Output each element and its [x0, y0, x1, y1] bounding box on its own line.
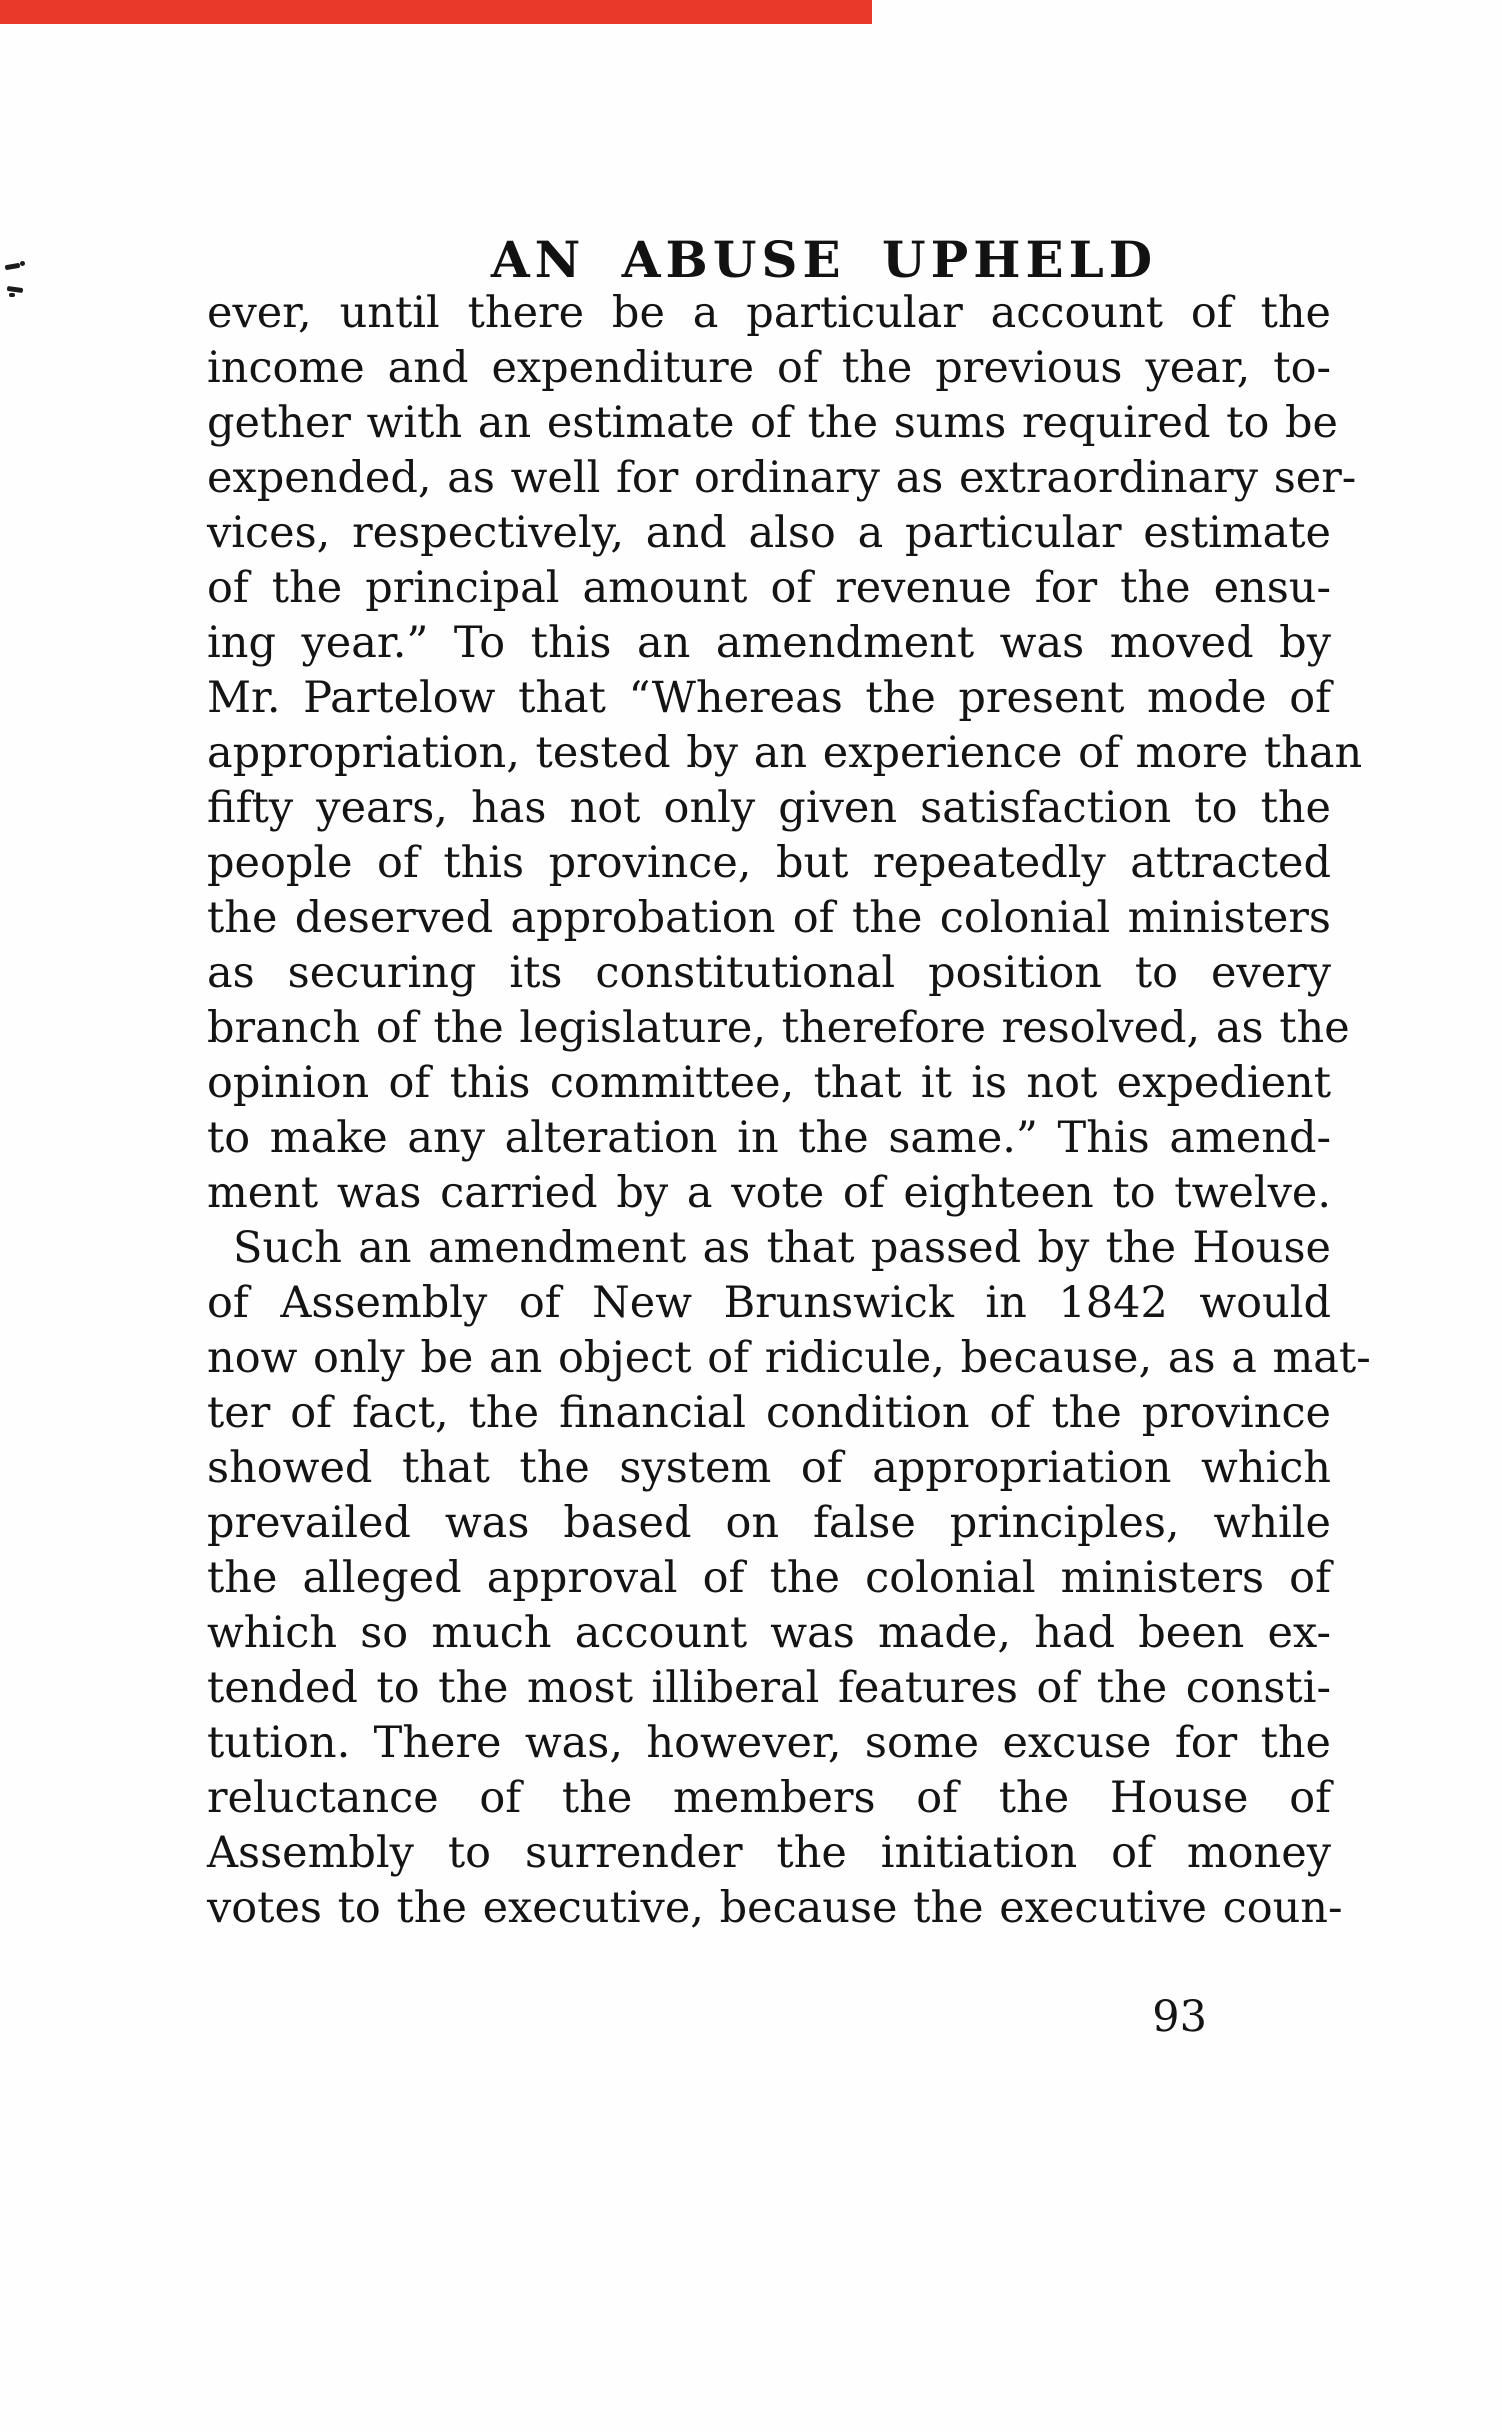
- text-line: tution. There was, however, some excuse for the: [207, 1718, 1331, 1768]
- text-line: showed that the system of appropriation which: [207, 1443, 1331, 1493]
- text-line: gether with an estimate of the sums required to be: [207, 398, 1338, 448]
- text-line: prevailed was based on false principles, while: [207, 1498, 1331, 1548]
- text-line: income and expenditure of the previous year, to-: [207, 343, 1331, 393]
- text-line: now only be an object of ridicule, because, as a mat-: [207, 1333, 1371, 1383]
- text-line: reluctance of the members of the House of: [207, 1773, 1331, 1823]
- text-line: appropriation, tested by an experience of more than: [207, 728, 1363, 778]
- text-line: expended, as well for ordinary as extraordinary ser-: [207, 453, 1357, 503]
- page-number: 93: [1152, 1992, 1207, 2042]
- text-line: opinion of this committee, that it is not expedient: [207, 1058, 1331, 1108]
- text-line: Such an amendment as that passed by the House: [233, 1223, 1331, 1273]
- text-line: as securing its constitutional position to every: [207, 948, 1331, 998]
- text-line: Mr. Partelow that “Whereas the present mode of: [207, 673, 1331, 723]
- text-line: branch of the legislature, therefore resolved, as the: [207, 1003, 1350, 1053]
- text-line: Assembly to surrender the initiation of money: [207, 1828, 1331, 1878]
- text-line: votes to the executive, because the executive coun-: [207, 1883, 1343, 1933]
- text-line: to make any alteration in the same.” This amend-: [207, 1113, 1331, 1163]
- text-line: ment was carried by a vote of eighteen to twelve.: [207, 1168, 1331, 1218]
- body-text: [207, 286, 1371, 1936]
- text-line: fifty years, has not only given satisfaction to the: [207, 783, 1331, 833]
- ink-mark: [9, 293, 15, 297]
- text-line: people of this province, but repeatedly attracted: [207, 838, 1331, 888]
- text-line: which so much account was made, had been ex-: [207, 1608, 1331, 1658]
- text-line: of the principal amount of revenue for the ensu-: [207, 563, 1331, 613]
- top-edge-red-artifact: [0, 0, 872, 24]
- text-line: ter of fact, the financial condition of the province: [207, 1388, 1331, 1438]
- text-line: the deserved approbation of the colonial ministers: [207, 893, 1331, 943]
- text-line: ing year.” To this an amendment was moved by: [207, 618, 1331, 668]
- text-line: ever, until there be a particular account of the: [207, 288, 1331, 338]
- page-title: AN ABUSE UPHELD: [490, 229, 1158, 289]
- ink-mark: [20, 261, 25, 266]
- text-line: of Assembly of New Brunswick in 1842 would: [207, 1278, 1331, 1328]
- text-line: tended to the most illiberal features of the consti-: [207, 1663, 1331, 1713]
- ink-mark: [7, 286, 24, 293]
- ink-mark: [5, 263, 21, 271]
- text-line: the alleged approval of the colonial ministers of: [207, 1553, 1331, 1603]
- text-line: vices, respectively, and also a particular estimate: [207, 508, 1331, 558]
